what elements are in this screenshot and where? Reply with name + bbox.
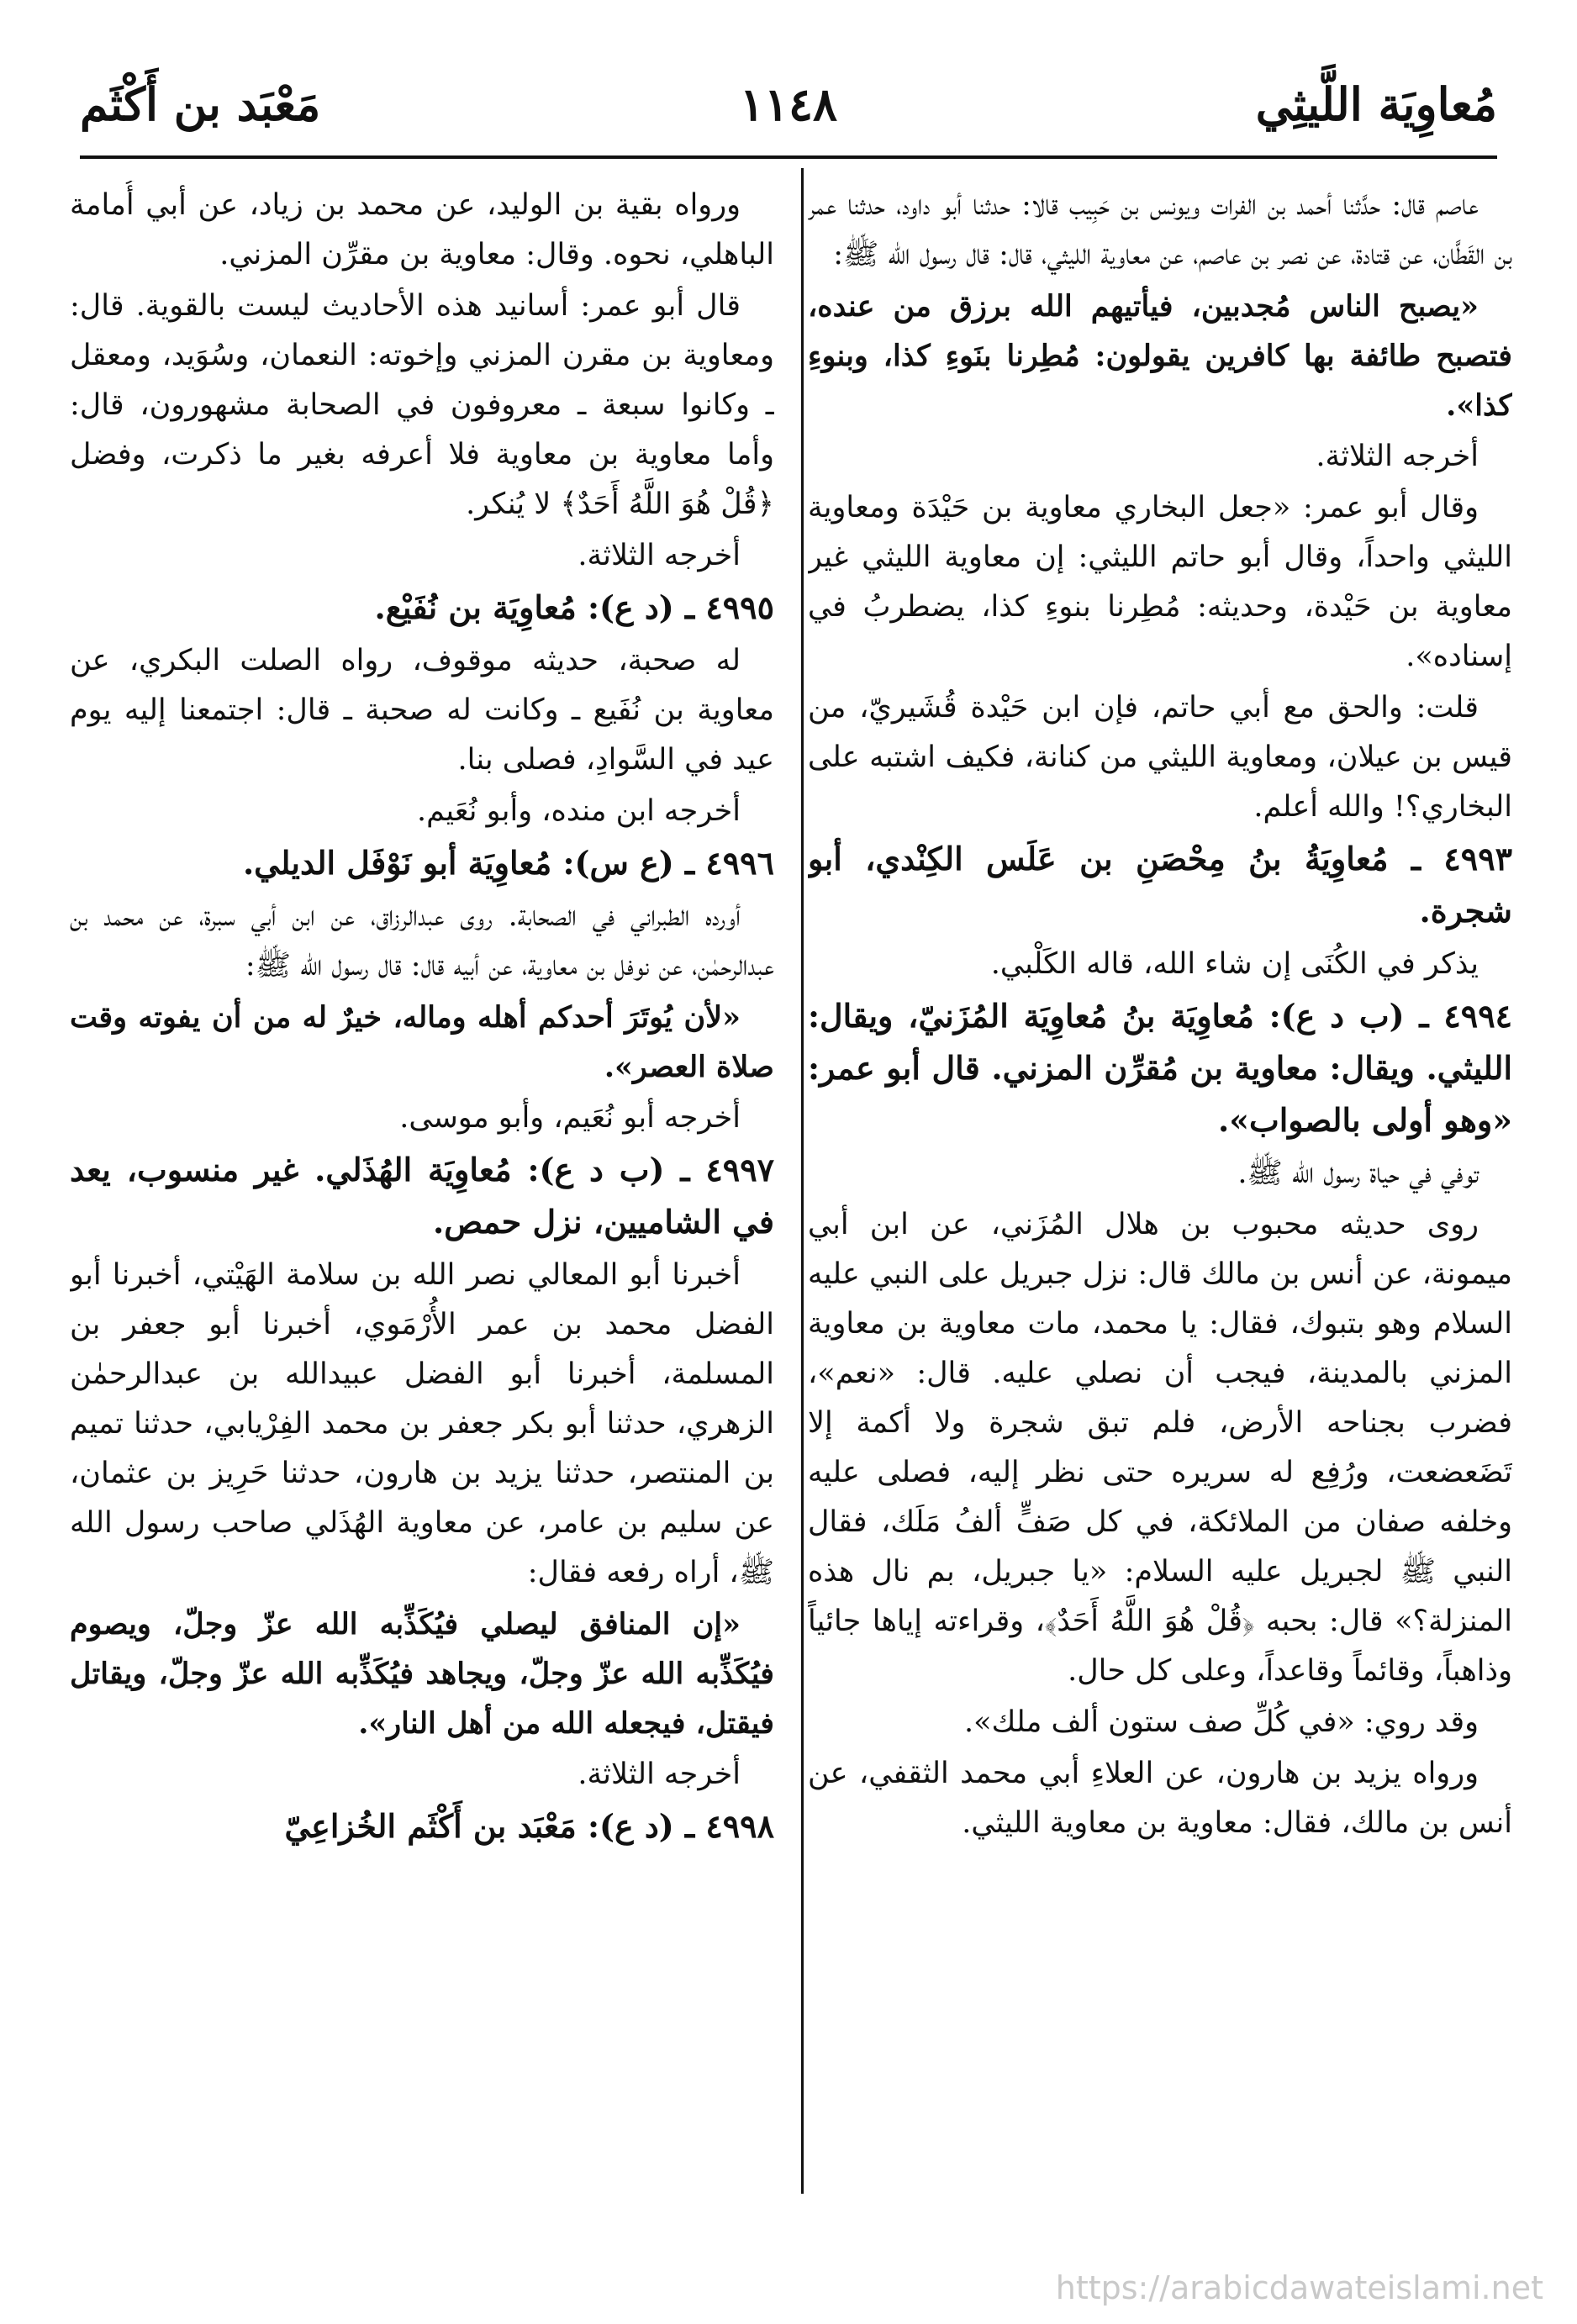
entry-title: (ب د ع): مُعاوِيَة الهُذَلي. غير منسوب، يعد في الشاميين، نزل حمص. — [70, 1151, 774, 1241]
paragraph: أخرجه الثلاثة. — [578, 539, 741, 572]
header-right-title: مُعاوِيَة اللَّيثِي — [1255, 77, 1497, 131]
entry-title: (د ع): مَعْبَد بن أَكْثَم الخُزاعِيّ — [284, 1807, 674, 1845]
entry-heading — [70, 838, 774, 890]
entry-number: ٤٩٩٤ — [1443, 997, 1512, 1035]
paragraph: أخرجه أبو نُعَيم، وأبو موسى. — [399, 1101, 741, 1135]
entry-heading — [70, 582, 774, 635]
entry-number: ٤٩٩٨ — [705, 1807, 774, 1845]
entry-dash: ـ — [664, 1151, 706, 1188]
paragraph: أخرجه الثلاثة. — [578, 1757, 741, 1791]
entry-dash: ـ — [673, 844, 706, 882]
entry-heading — [70, 1801, 774, 1853]
paragraph: وقد روي: «في كُلِّ صف ستون ألف ملك». — [964, 1705, 1479, 1739]
entry-title: مُعاوِيَةُ بنُ مِحْصَنِ بن عَلَس الكِنْدي، أبو شجرة. — [808, 840, 1512, 930]
entry-dash: ـ — [673, 588, 706, 626]
entry-heading — [808, 991, 1512, 1147]
paragraph: أورده الطبراني في الصحابة. روى عبدالرزاق، عن ابن أبي سبرة، عن محمد بن عبدالرحمٰن، عن نوفل بن معاوية، عن أبيه قال: قال رسول الله ﷺ: — [70, 899, 774, 983]
entry-heading — [70, 1145, 774, 1249]
paragraph: وقال أبو عمر: «جعل البخاري معاوية بن حَيْدَة ومعاوية الليثي واحداً، وقال أبو حاتم الليثي: إن معاوية الليثي غير معاوية بن حَيْدة، وحديثه: مُطِرنا بنوءِ كذا، يضطربُ في إسناده». — [808, 491, 1512, 673]
paragraph: ورواه بقية بن الوليد، عن محمد بن زياد، عن أبي أُمامة الباهلي، نحوه. وقال: معاوية بن مقرِّن المزني. — [70, 188, 774, 271]
paragraph: «إن المنافق ليصلي فيُكَذِّبه الله عزّ وجلّ، ويصوم فيُكَذِّبه الله عزّ وجلّ، ويجاهد فيُكَذِّبه الله عزّ وجلّ، ويقاتل فيقتل، فيجعله الله من أهل النار». — [70, 1607, 774, 1741]
paragraph: عاصم قال: حدَّثنا أحمد بن الفرات ويونس بن حَبِيب قالا: حدثنا أبو داود، حدثنا عمر بن القَطَّان، عن قتادة، عن نصر بن عاصم، عن معاوية الليثي، قال: قال رسول الله ﷺ: — [808, 188, 1512, 271]
header-left-title: مَعْبَد بن أَكْثَم — [80, 77, 321, 131]
paragraph: ورواه يزيد بن هارون، عن العلاءِ أبي محمد الثقفي، عن أنس بن مالك، فقال: معاوية بن معاوية الليثي. — [808, 1757, 1512, 1840]
column-divider — [801, 168, 804, 2194]
paragraph: توفي في حياة رسول الله ﷺ. — [1237, 1157, 1479, 1190]
paragraph: يذكر في الكُنَى إن شاء الله، قاله الكَلْبي. — [990, 947, 1479, 981]
entry-dash: ـ — [673, 1807, 706, 1845]
entry-title: (ب د ع): مُعاوِيَة بنُ مُعاوِيَة المُزَنيّ، ويقال: الليثي. ويقال: معاوية بن مُقرِّن المزني. قال أبو عمر: «وهو أولى بالصواب». — [808, 997, 1512, 1139]
header-rule — [80, 155, 1497, 159]
right-column — [808, 181, 1512, 2190]
page-number: ١١٤٨ — [739, 77, 837, 131]
paragraph: «يصبح الناس مُجدبين، فيأتيهم الله برزق من عنده، فتصبح طائفة بها كافرين يقولون: مُطِرنا بنَوءِ كذا، وبنوءِ كذا». — [808, 289, 1512, 423]
page-header — [80, 77, 1497, 145]
entry-title: (ع س): مُعاوِيَة أبو نَوْفَل الديلي. — [242, 844, 674, 882]
paragraph: أخبرنا أبو المعالي نصر الله بن سلامة الهَيْتي، أخبرنا أبو الفضل محمد بن عمر الأُرْمَوي، أخبرنا أبو جعفر بن المسلمة، أخبرنا أبو الفضل عبيدالله بن عبدالرحمٰن الزهري، حدثنا أبو بكر جعفر بن محمد الفِرْيابي، حدثنا تميم بن المنتصر، حدثنا يزيد بن هارون، حدثنا حَرِيز بن عثمان، عن سليم بن عامر، عن معاوية الهُذَلي صاحب رسول الله ﷺ، أراه رفعه فقال: — [70, 1258, 774, 1589]
paragraph: أخرجه ابن منده، وأبو نُعَيم. — [416, 794, 741, 828]
entry-number: ٤٩٩٦ — [705, 844, 774, 882]
entry-dash: ـ — [1404, 997, 1444, 1035]
paragraph: روى حديثه محبوب بن هلال المُزَني، عن ابن أبي ميمونة، عن أنس بن مالك قال: نزل جبريل على النبي عليه السلام وهو بتبوك، فقال: يا محمد، مات معاوية بن معاوية المزني بالمدينة، فيجب أن نصلي عليه. قال: «نعم»، فضرب بجناحه الأرض، فلم تبق شجرة ولا أكمة إلا تَضَعضعت، ورُفِع له سريره حتى نظر إليه، فصلى عليه وخلفه صفان من الملائكة، في كل صَفٍّ ألفُ مَلَك، فقال النبي ﷺ لجبريل عليه السلام: «يا جبريل، بم نال هذه المنزلة؟» قال: بحبه ﴿قُلْ هُوَ اللَّهُ أَحَدٌ﴾، وقراءته إياها جائياً وذاهباً، وقائماً وقاعداً، وعلى كل حال. — [808, 1208, 1512, 1688]
paragraph: «لأن يُوتَرَ أحدكم أهله وماله، خيرٌ له من أن يفوته وقت صلاة العصر». — [70, 1000, 774, 1084]
entry-number: ٤٩٩٣ — [1443, 840, 1512, 877]
paragraph: قلت: والحق مع أبي حاتم، فإن ابن حَيْدة قُشَيريّ، من قيس بن عيلان، ومعاوية الليثي من كنانة، فكيف اشتبه على البخاري؟! والله أعلم. — [808, 691, 1512, 824]
left-column — [70, 181, 774, 2190]
paragraph: له صحبة، حديثه موقوف، رواه الصلت البكري، عن معاوية بن نُفَيع ـ وكانت له صحبة ـ قال: اجتمعنا إليه يوم عيد في السَّوادِ، فصلى بنا. — [70, 644, 774, 777]
paragraph: أخرجه الثلاثة. — [1316, 440, 1479, 473]
entry-number: ٤٩٩٥ — [705, 588, 774, 626]
paragraph: قال أبو عمر: أسانيد هذه الأحاديث ليست بالقوية. قال: ومعاوية بن مقرن المزني وإخوته: النعمان، وسُوَيد، ومعقل ـ وكانوا سبعة ـ معروفون في الصحابة مشهورون، قال: وأما معاوية بن معاوية فلا أعرفه بغير ما ذكرت، وفضل ﴿قُلْ هُوَ اللَّهُ أَحَدٌ﴾ لا يُنكر. — [70, 289, 774, 521]
entry-dash: ـ — [1388, 840, 1444, 877]
entry-heading — [808, 834, 1512, 938]
watermark-url: https://arabicdawateislami.net — [1055, 2269, 1543, 2306]
entry-number: ٤٩٩٧ — [705, 1151, 774, 1188]
entry-title: (د ع): مُعاوِيَة بن نُفَيْع. — [374, 588, 674, 626]
